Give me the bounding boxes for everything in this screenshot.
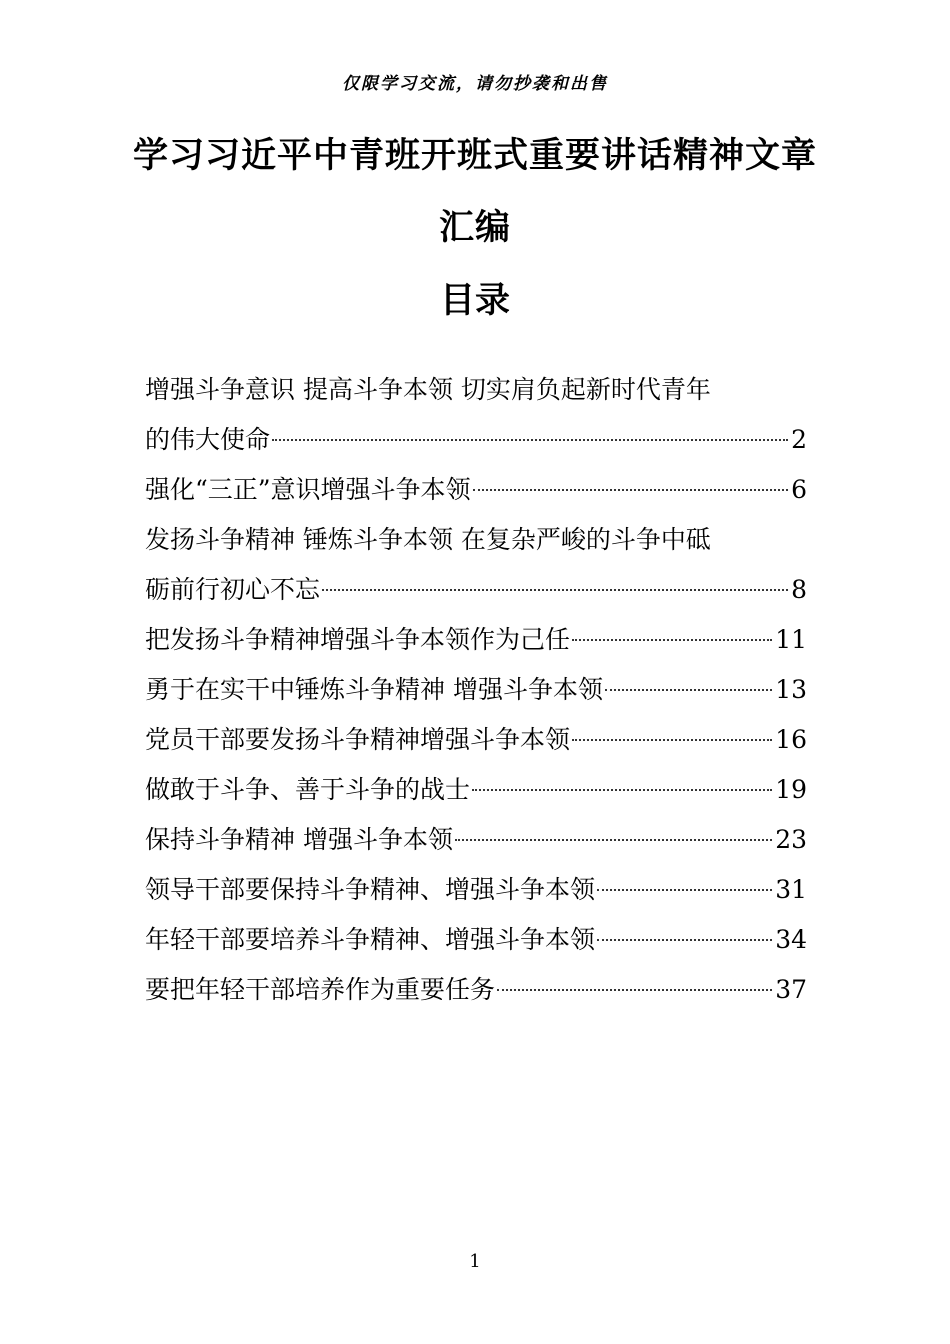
toc-page-number: 2: [791, 425, 807, 454]
dot-leader: [497, 989, 772, 991]
toc-entry-title-line: 发扬斗争精神 锤炼斗争本领 在复杂严峻的斗争中砥: [145, 525, 711, 554]
dot-leader: [572, 739, 772, 741]
toc-entry-title: 强化“三正”意识增强斗争本领: [145, 475, 471, 504]
dot-leader: [455, 839, 772, 841]
toc-page-number: 8: [791, 575, 807, 604]
toc-entry-title: 做敢于斗争、善于斗争的战士: [145, 775, 471, 804]
toc-entry-title: 保持斗争精神 增强斗争本领: [145, 825, 453, 854]
toc-page-number: 37: [775, 975, 807, 1004]
toc-page-number: 16: [775, 725, 807, 754]
toc-page-number: 6: [791, 475, 807, 504]
toc-entry[interactable]: [145, 915, 807, 965]
toc-page-number: 19: [775, 775, 807, 804]
toc-entry[interactable]: [145, 865, 807, 915]
toc-page-number: 34: [775, 925, 807, 954]
dot-leader: [272, 439, 788, 441]
toc-entry-title: 要把年轻干部培养作为重要任务: [145, 975, 496, 1004]
toc-entry-title: 勇于在实干中锤炼斗争精神 增强斗争本领: [145, 675, 603, 704]
table-of-contents: [145, 365, 807, 1015]
toc-entry-title: 把发扬斗争精神增强斗争本领作为己任: [145, 625, 571, 654]
toc-entry[interactable]: [145, 465, 807, 515]
toc-entry-title: 领导干部要保持斗争精神、增强斗争本领: [145, 875, 596, 904]
page-number: 1: [469, 1251, 481, 1272]
dot-leader: [597, 939, 772, 941]
toc-entry[interactable]: [145, 965, 807, 1015]
toc-entry-title: 年轻干部要培养斗争精神、增强斗争本领: [145, 925, 596, 954]
toc-entry[interactable]: [145, 815, 807, 865]
toc-entry-title: 砺前行初心不忘: [145, 575, 321, 604]
document-title: 学习习近平中青班开班式重要讲话精神文章汇编: [132, 135, 817, 248]
dot-leader: [322, 589, 788, 591]
dot-leader: [472, 789, 772, 791]
dot-leader: [597, 889, 772, 891]
toc-heading: 目录: [439, 280, 510, 321]
toc-entry[interactable]: [145, 615, 807, 665]
toc-page-number: 23: [775, 825, 807, 854]
toc-entry[interactable]: [145, 365, 807, 465]
toc-page-number: 11: [775, 625, 807, 654]
toc-entry-title-line: 增强斗争意识 提高斗争本领 切实肩负起新时代青年: [145, 375, 711, 404]
toc-page-number: 13: [775, 675, 807, 704]
toc-entry[interactable]: [145, 515, 807, 615]
toc-page-number: 31: [775, 875, 807, 904]
dot-leader: [572, 639, 772, 641]
toc-entry[interactable]: [145, 665, 807, 715]
header-note: 仅限学习交流，请勿抄袭和出售: [342, 74, 608, 94]
toc-entry-title: 的伟大使命: [145, 425, 271, 454]
toc-entry-title: 党员干部要发扬斗争精神增强斗争本领: [145, 725, 571, 754]
dot-leader: [605, 689, 772, 691]
toc-entry[interactable]: [145, 715, 807, 765]
toc-entry[interactable]: [145, 765, 807, 815]
dot-leader: [473, 489, 789, 491]
